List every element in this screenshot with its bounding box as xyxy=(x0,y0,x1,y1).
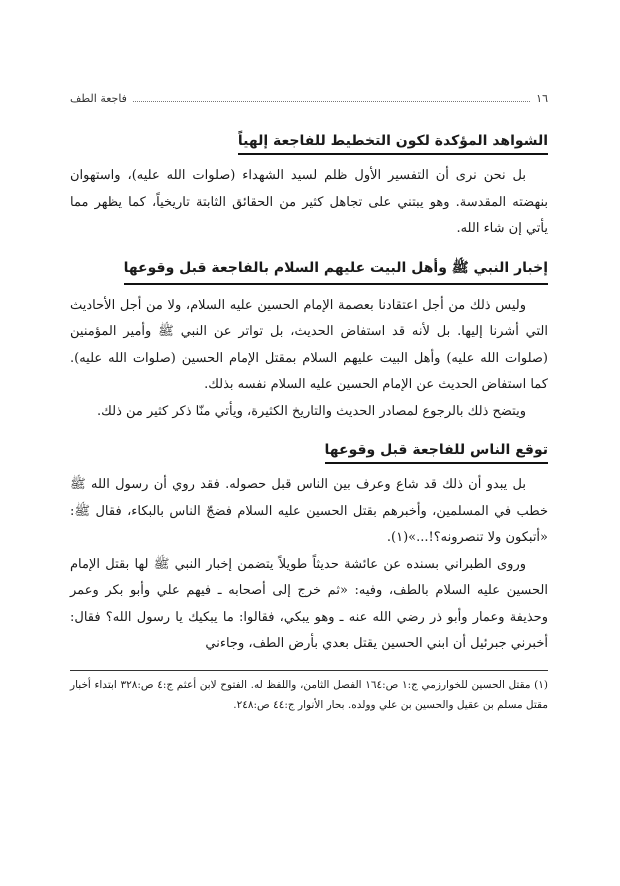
footnote: (١) مقتل الحسين للخوارزمي ج:١ ص:١٦٤ الفصل الثامن، واللفظ له. الفتوح لابن أعثم ج:٤ ص:٣٢٨ ابتداء أخبار مقتل مسلم بن عقيل والحسين بن علي وولده. بحار الأنوار ج:٤٤ ص:٢٤٨. xyxy=(70,678,548,711)
section-title: توقع الناس للفاجعة قبل وقوعها xyxy=(325,442,548,464)
leader-dots xyxy=(133,93,530,102)
paragraph: ويتضح ذلك بالرجوع لمصادر الحديث والتاريخ الكثيرة، ويأتي منّا ذكر كثير من ذلك. xyxy=(97,403,526,419)
paragraph: بل نحن نرى أن التفسير الأول ظلم لسيد الشهداء (صلوات الله عليه)، واستهوان بنهضته المقدسة. وهو يبتني على تجاهل كثير من الحقائق الثابتة تاريخياً، كما يظهر مما يأتي إن شاء الله. xyxy=(70,168,548,236)
paragraph: بل يبدو أن ذلك قد شاع وعرف بين الناس قبل حصوله. فقد روي أن رسول الله ﷺ خطب في المسلمين، وأخبرهم بقتل الحسين عليه السلام فضجّ الناس بالبكاء، فقال ﷺ: «أتبكون ولا تنصرونه؟!...»(١). xyxy=(70,477,548,545)
section-title: إخبار النبي ﷺ وأهل البيت عليهم السلام بالفاجعة قبل وقوعها xyxy=(124,259,548,285)
section-title: الشواهد المؤكدة لكون التخطيط للفاجعة إلهياً xyxy=(238,133,548,155)
section-3 xyxy=(70,439,548,658)
footnotes xyxy=(70,670,548,715)
section-1 xyxy=(70,130,548,243)
book-page xyxy=(70,92,548,715)
paragraph: وروى الطبراني بسنده عن عائشة حديثاً طويلاً يتضمن إخبار النبي ﷺ لها بقتل الإمام الحسين عليه السلام بالطف، وفيه: «ثم خرج إلى أصحابه ـ فيهم علي وأبو بكر وعمر وحذيفة وعمار وأبو ذر رضي الله عنه ـ وهو يبكي، فقالوا: ما يبكيك يا رسول الله؟ فقال: أخبرني جبرئيل أن ابني الحسين يقتل بعدي بأرض الطف، وجاءني xyxy=(70,556,548,651)
paragraph: وليس ذلك من أجل اعتقادنا بعصمة الإمام الحسين عليه السلام، ولا من أجل الأحاديث التي أشرنا إليها. بل لأنه قد استفاض الحديث، بل تواتر عن النبي ﷺ وأمير المؤمنين (صلوات الله عليه) وأهل البيت عليهم السلام بمقتل الإمام الحسين (صلوات الله عليه). كما استفاض الحديث عن الإمام الحسين عليه السلام نفسه بذلك. xyxy=(70,297,548,392)
book-title: فاجعة الطف xyxy=(70,92,127,105)
running-header xyxy=(70,92,548,110)
section-2 xyxy=(70,257,548,426)
page-number: ١٦ xyxy=(536,92,548,105)
